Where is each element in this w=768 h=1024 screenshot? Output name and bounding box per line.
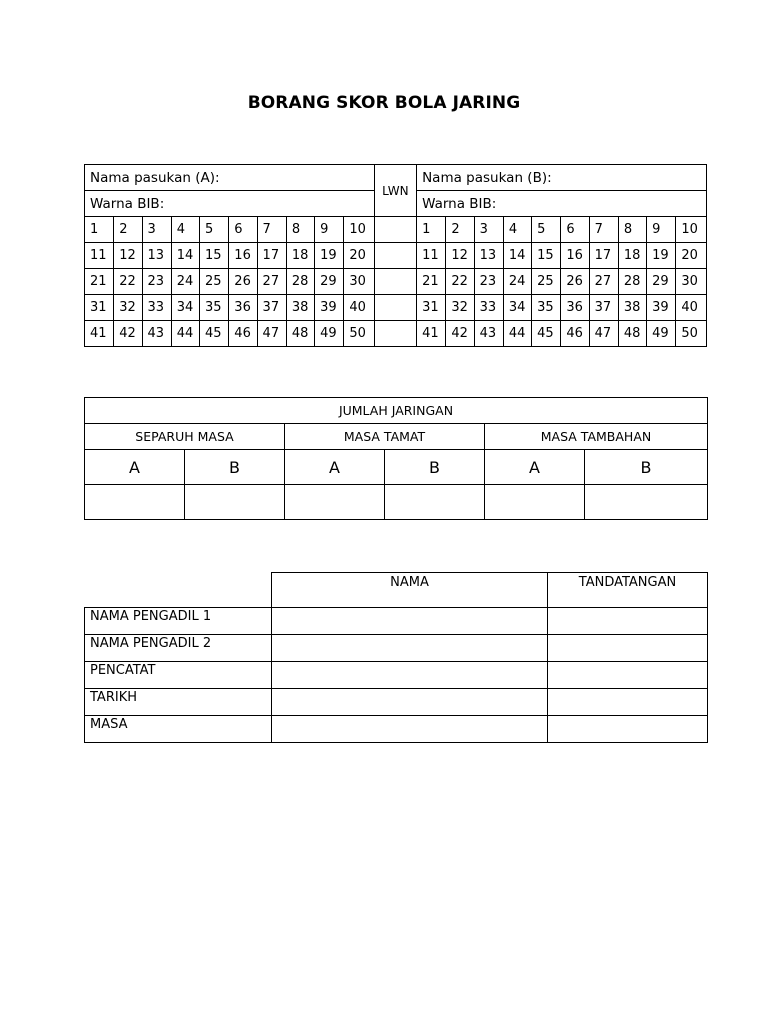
- score-cell-team-a[interactable]: 8: [286, 217, 314, 243]
- officials-name-header: NAMA: [272, 573, 548, 608]
- score-cell-team-b[interactable]: 17: [589, 243, 618, 269]
- score-cell-team-b[interactable]: 42: [446, 321, 474, 347]
- official-role-label: NAMA PENGADIL 2: [85, 635, 272, 662]
- official-role-label: NAMA PENGADIL 1: [85, 608, 272, 635]
- officials-signature-header: TANDATANGAN: [548, 573, 708, 608]
- score-cell-team-b[interactable]: 40: [676, 295, 707, 321]
- total-goals-table: [84, 397, 708, 520]
- officials-table: [84, 572, 708, 743]
- score-cell-team-b[interactable]: 18: [618, 243, 646, 269]
- score-cell-team-b[interactable]: 35: [532, 295, 561, 321]
- score-cell-team-b[interactable]: 38: [618, 295, 646, 321]
- score-row: [85, 321, 707, 347]
- score-cell-team-a[interactable]: 2: [114, 217, 142, 243]
- score-cell-team-a[interactable]: 35: [200, 295, 229, 321]
- score-cell-team-a[interactable]: 7: [257, 217, 286, 243]
- score-cell-team-a[interactable]: 16: [229, 243, 257, 269]
- score-cell-team-a[interactable]: 31: [85, 295, 114, 321]
- full-time-team-a-score[interactable]: [285, 485, 385, 520]
- score-cell-team-b[interactable]: 14: [503, 243, 531, 269]
- score-cell-team-a[interactable]: 15: [200, 243, 229, 269]
- score-cell-team-a[interactable]: 3: [142, 217, 171, 243]
- official-name-field[interactable]: [272, 608, 548, 635]
- score-cell-team-a[interactable]: 14: [171, 243, 199, 269]
- score-cell-team-a[interactable]: 32: [114, 295, 142, 321]
- versus-gap-cell: [374, 269, 416, 295]
- score-cell-team-a[interactable]: 42: [114, 321, 142, 347]
- official-role-label: PENCATAT: [85, 662, 272, 689]
- versus-gap-cell: [374, 243, 416, 269]
- official-row: [85, 662, 708, 689]
- official-role-label: MASA: [85, 716, 272, 743]
- score-cell-team-b[interactable]: 21: [417, 269, 446, 295]
- score-cell-team-b[interactable]: 31: [417, 295, 446, 321]
- score-cell-team-b[interactable]: 11: [417, 243, 446, 269]
- score-cell-team-a[interactable]: 38: [286, 295, 314, 321]
- versus-gap-cell: [374, 295, 416, 321]
- half-time-team-b-label: B: [185, 450, 285, 485]
- score-cell-team-a[interactable]: 39: [315, 295, 344, 321]
- score-cell-team-a[interactable]: 9: [315, 217, 344, 243]
- score-cell-team-a[interactable]: 17: [257, 243, 286, 269]
- score-cell-team-b[interactable]: 41: [417, 321, 446, 347]
- versus-gap-cell: [374, 321, 416, 347]
- score-cell-team-b[interactable]: 48: [618, 321, 646, 347]
- score-cell-team-b[interactable]: 10: [676, 217, 707, 243]
- score-cell-team-b[interactable]: 50: [676, 321, 707, 347]
- score-cell-team-b[interactable]: 9: [647, 217, 676, 243]
- half-time-team-b-score[interactable]: [185, 485, 285, 520]
- versus-label: LWN: [374, 165, 416, 217]
- extra-time-team-a-score[interactable]: [485, 485, 585, 520]
- score-cell-team-b[interactable]: 28: [618, 269, 646, 295]
- score-cell-team-b[interactable]: 8: [618, 217, 646, 243]
- official-name-field[interactable]: [272, 662, 548, 689]
- score-cell-team-a[interactable]: 19: [315, 243, 344, 269]
- score-cell-team-a[interactable]: 33: [142, 295, 171, 321]
- score-cell-team-a[interactable]: 48: [286, 321, 314, 347]
- official-row: [85, 689, 708, 716]
- score-row: [85, 217, 707, 243]
- score-cell-team-a[interactable]: 30: [344, 269, 374, 295]
- score-cell-team-a[interactable]: 11: [85, 243, 114, 269]
- score-cell-team-a[interactable]: 46: [229, 321, 257, 347]
- score-row: [85, 295, 707, 321]
- score-cell-team-a[interactable]: 1: [85, 217, 114, 243]
- score-cell-team-a[interactable]: 28: [286, 269, 314, 295]
- score-cell-team-a[interactable]: 43: [142, 321, 171, 347]
- score-cell-team-b[interactable]: 25: [532, 269, 561, 295]
- score-cell-team-a[interactable]: 50: [344, 321, 374, 347]
- period-full-time: MASA TAMAT: [285, 424, 485, 450]
- official-role-label: TARIKH: [85, 689, 272, 716]
- score-cell-team-a[interactable]: 18: [286, 243, 314, 269]
- half-time-team-a-label: A: [85, 450, 185, 485]
- official-signature-field[interactable]: [548, 716, 708, 743]
- full-time-team-b-label: B: [385, 450, 485, 485]
- official-signature-field[interactable]: [548, 608, 708, 635]
- score-cell-team-b[interactable]: 12: [446, 243, 474, 269]
- team-a-bib-field[interactable]: Warna BIB:: [85, 191, 375, 217]
- score-cell-team-b[interactable]: 19: [647, 243, 676, 269]
- officials-corner: [85, 573, 272, 608]
- score-cell-team-b[interactable]: 39: [647, 295, 676, 321]
- score-cell-team-b[interactable]: 43: [474, 321, 503, 347]
- extra-time-team-b-label: B: [585, 450, 708, 485]
- official-signature-field[interactable]: [548, 635, 708, 662]
- score-cell-team-a[interactable]: 36: [229, 295, 257, 321]
- score-row: [85, 243, 707, 269]
- score-cell-team-b[interactable]: 32: [446, 295, 474, 321]
- score-cell-team-b[interactable]: 24: [503, 269, 531, 295]
- score-cell-team-b[interactable]: 37: [589, 295, 618, 321]
- team-b-name-field[interactable]: Nama pasukan (B):: [417, 165, 707, 191]
- official-row: [85, 608, 708, 635]
- score-cell-team-b[interactable]: 20: [676, 243, 707, 269]
- score-cell-team-a[interactable]: 23: [142, 269, 171, 295]
- score-cell-team-b[interactable]: 22: [446, 269, 474, 295]
- score-cell-team-b[interactable]: 27: [589, 269, 618, 295]
- score-cell-team-b[interactable]: 44: [503, 321, 531, 347]
- score-cell-team-a[interactable]: 6: [229, 217, 257, 243]
- score-cell-team-a[interactable]: 21: [85, 269, 114, 295]
- half-time-team-a-score[interactable]: [85, 485, 185, 520]
- score-cell-team-b[interactable]: 26: [561, 269, 589, 295]
- full-time-team-a-label: A: [285, 450, 385, 485]
- score-cell-team-a[interactable]: 10: [344, 217, 374, 243]
- score-table: [84, 164, 707, 347]
- score-cell-team-b[interactable]: 47: [589, 321, 618, 347]
- score-cell-team-a[interactable]: 25: [200, 269, 229, 295]
- score-cell-team-b[interactable]: 23: [474, 269, 503, 295]
- score-cell-team-b[interactable]: 5: [532, 217, 561, 243]
- score-cell-team-a[interactable]: 37: [257, 295, 286, 321]
- score-cell-team-b[interactable]: 46: [561, 321, 589, 347]
- score-cell-team-a[interactable]: 45: [200, 321, 229, 347]
- official-signature-field[interactable]: [548, 689, 708, 716]
- official-name-field[interactable]: [272, 716, 548, 743]
- score-cell-team-b[interactable]: 30: [676, 269, 707, 295]
- score-cell-team-b[interactable]: 45: [532, 321, 561, 347]
- score-cell-team-b[interactable]: 36: [561, 295, 589, 321]
- period-extra-time: MASA TAMBAHAN: [485, 424, 708, 450]
- score-cell-team-a[interactable]: 4: [171, 217, 199, 243]
- official-row: [85, 635, 708, 662]
- score-cell-team-b[interactable]: 16: [561, 243, 589, 269]
- official-name-field[interactable]: [272, 635, 548, 662]
- score-cell-team-b[interactable]: 13: [474, 243, 503, 269]
- extra-time-team-b-score[interactable]: [585, 485, 708, 520]
- score-cell-team-b[interactable]: 2: [446, 217, 474, 243]
- score-cell-team-a[interactable]: 24: [171, 269, 199, 295]
- officials-rows: [85, 608, 708, 743]
- score-cell-team-a[interactable]: 20: [344, 243, 374, 269]
- total-goals-heading: JUMLAH JARINGAN: [85, 398, 708, 424]
- score-cell-team-a[interactable]: 29: [315, 269, 344, 295]
- score-grid: [85, 217, 707, 347]
- score-cell-team-b[interactable]: 34: [503, 295, 531, 321]
- score-row: [85, 269, 707, 295]
- score-cell-team-b[interactable]: 49: [647, 321, 676, 347]
- score-cell-team-a[interactable]: 27: [257, 269, 286, 295]
- team-b-bib-field[interactable]: Warna BIB:: [417, 191, 707, 217]
- score-cell-team-a[interactable]: 26: [229, 269, 257, 295]
- period-half-time: SEPARUH MASA: [85, 424, 285, 450]
- score-cell-team-a[interactable]: 47: [257, 321, 286, 347]
- score-cell-team-a[interactable]: 49: [315, 321, 344, 347]
- score-cell-team-a[interactable]: 22: [114, 269, 142, 295]
- score-cell-team-a[interactable]: 12: [114, 243, 142, 269]
- full-time-team-b-score[interactable]: [385, 485, 485, 520]
- score-cell-team-b[interactable]: 3: [474, 217, 503, 243]
- score-cell-team-a[interactable]: 40: [344, 295, 374, 321]
- score-cell-team-a[interactable]: 5: [200, 217, 229, 243]
- official-row: [85, 716, 708, 743]
- score-cell-team-b[interactable]: 33: [474, 295, 503, 321]
- score-cell-team-a[interactable]: 44: [171, 321, 199, 347]
- extra-time-team-a-label: A: [485, 450, 585, 485]
- score-cell-team-b[interactable]: 4: [503, 217, 531, 243]
- page-title: BORANG SKOR BOLA JARING: [247, 93, 521, 113]
- team-a-name-field[interactable]: Nama pasukan (A):: [85, 165, 375, 191]
- official-signature-field[interactable]: [548, 662, 708, 689]
- official-name-field[interactable]: [272, 689, 548, 716]
- score-cell-team-a[interactable]: 34: [171, 295, 199, 321]
- versus-gap-cell: [374, 217, 416, 243]
- score-cell-team-b[interactable]: 29: [647, 269, 676, 295]
- score-cell-team-b[interactable]: 15: [532, 243, 561, 269]
- score-cell-team-a[interactable]: 41: [85, 321, 114, 347]
- score-cell-team-a[interactable]: 13: [142, 243, 171, 269]
- score-cell-team-b[interactable]: 1: [417, 217, 446, 243]
- score-cell-team-b[interactable]: 6: [561, 217, 589, 243]
- score-cell-team-b[interactable]: 7: [589, 217, 618, 243]
